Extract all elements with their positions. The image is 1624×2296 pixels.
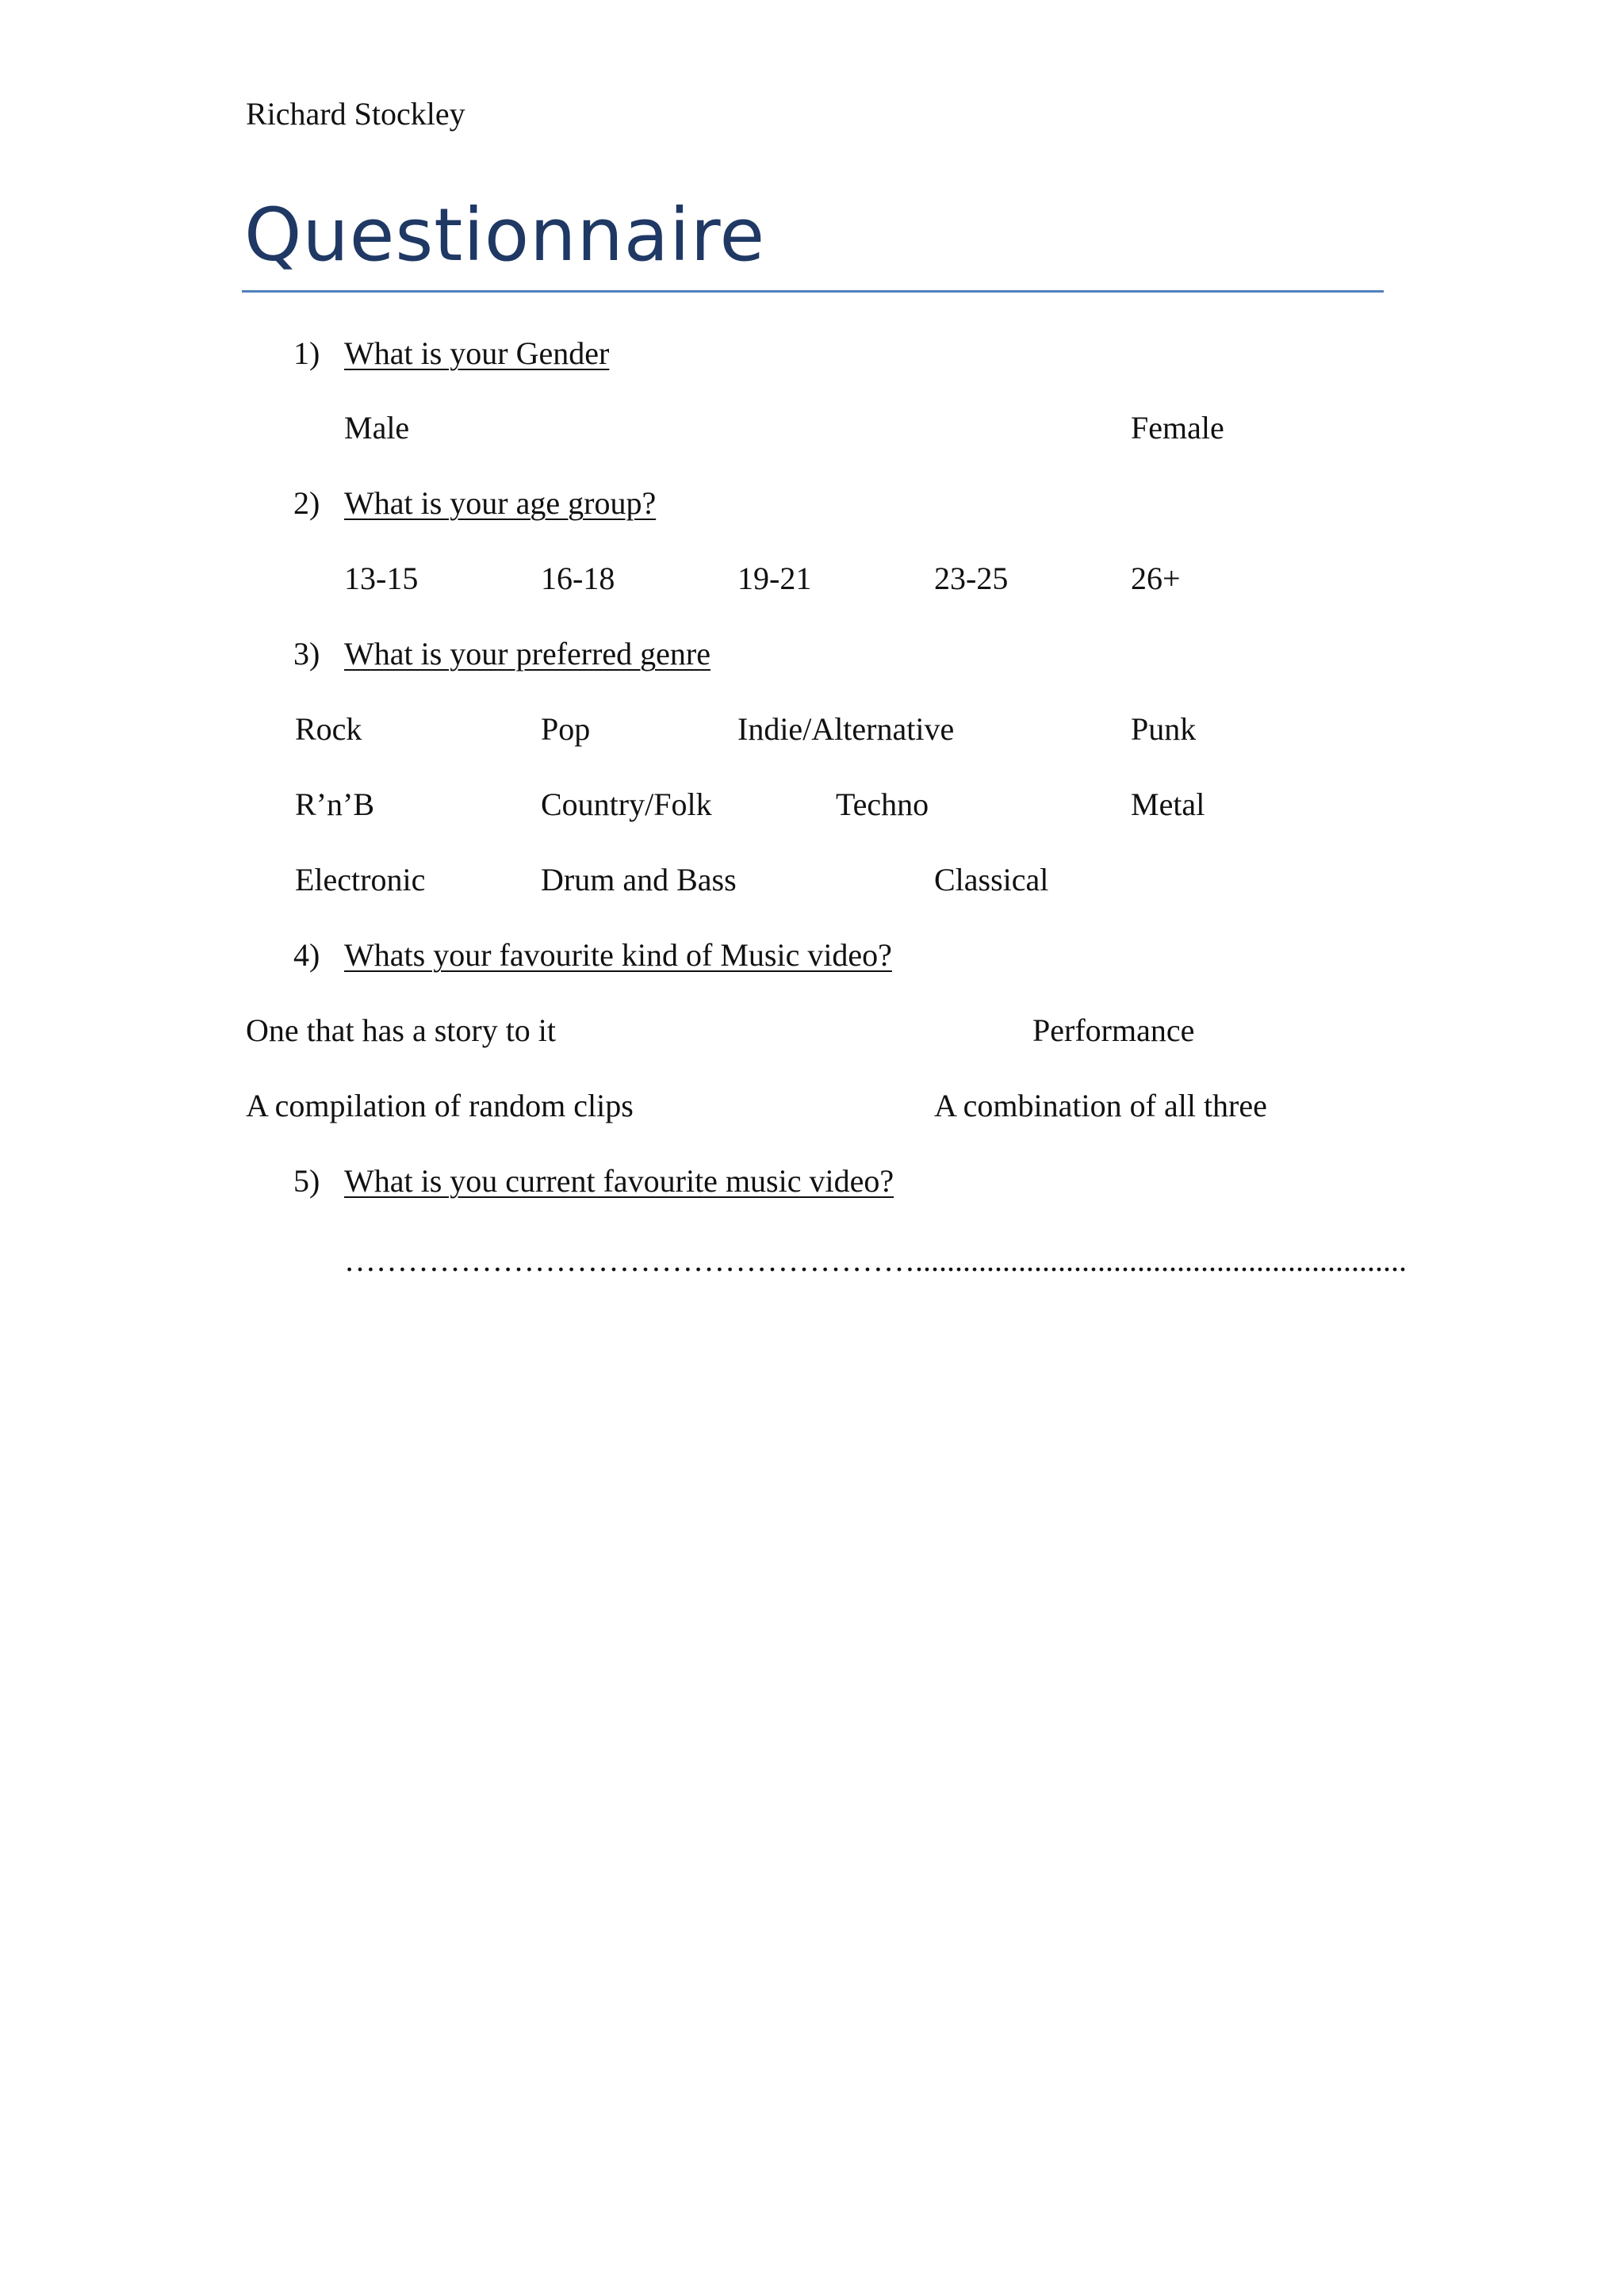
option-age-19-21[interactable]: 19-21 <box>737 561 812 596</box>
option-female[interactable]: Female <box>1131 410 1224 446</box>
question-2-text: What is your age group? <box>344 485 657 521</box>
option-age-13-15[interactable]: 13-15 <box>344 561 419 596</box>
question-4-text: Whats your favourite kind of Music video? <box>344 937 892 973</box>
option-age-23-25[interactable]: 23-25 <box>934 561 1009 596</box>
question-3-text: What is your preferred genre <box>344 636 710 672</box>
page-title: Questionnaire <box>244 193 766 277</box>
author-name: Richard Stockley <box>246 96 465 132</box>
answer-dotted-line[interactable]: ……………………………………………….............................................................. <box>344 1242 1407 1278</box>
option-video-story[interactable]: One that has a story to it <box>246 1012 557 1048</box>
option-genre-country-folk[interactable]: Country/Folk <box>541 786 712 822</box>
question-1-number: 1) <box>293 335 320 371</box>
question-2-number: 2) <box>293 485 320 521</box>
option-video-combination[interactable]: A combination of all three <box>934 1088 1267 1123</box>
option-genre-indie-alternative[interactable]: Indie/Alternative <box>737 711 955 747</box>
option-video-random-clips[interactable]: A compilation of random clips <box>246 1088 634 1123</box>
option-genre-drum-and-bass[interactable]: Drum and Bass <box>541 862 737 897</box>
option-video-performance[interactable]: Performance <box>1032 1012 1195 1048</box>
option-genre-electronic[interactable]: Electronic <box>295 862 426 897</box>
option-genre-classical[interactable]: Classical <box>934 862 1049 897</box>
question-1-text: What is your Gender <box>344 335 610 371</box>
title-underline-divider <box>242 290 1384 293</box>
option-genre-metal[interactable]: Metal <box>1131 786 1205 822</box>
option-genre-pop[interactable]: Pop <box>541 711 591 747</box>
option-age-26-plus[interactable]: 26+ <box>1131 561 1181 596</box>
question-5-text: What is you current favourite music video? <box>344 1163 894 1199</box>
option-genre-rnb[interactable]: R’n’B <box>295 786 374 822</box>
question-3-number: 3) <box>293 636 320 672</box>
option-genre-rock[interactable]: Rock <box>295 711 362 747</box>
option-age-16-18[interactable]: 16-18 <box>541 561 615 596</box>
option-male[interactable]: Male <box>344 410 410 446</box>
option-genre-punk[interactable]: Punk <box>1131 711 1197 747</box>
question-5-number: 5) <box>293 1163 320 1199</box>
option-genre-techno[interactable]: Techno <box>836 786 929 822</box>
question-4-number: 4) <box>293 937 320 973</box>
